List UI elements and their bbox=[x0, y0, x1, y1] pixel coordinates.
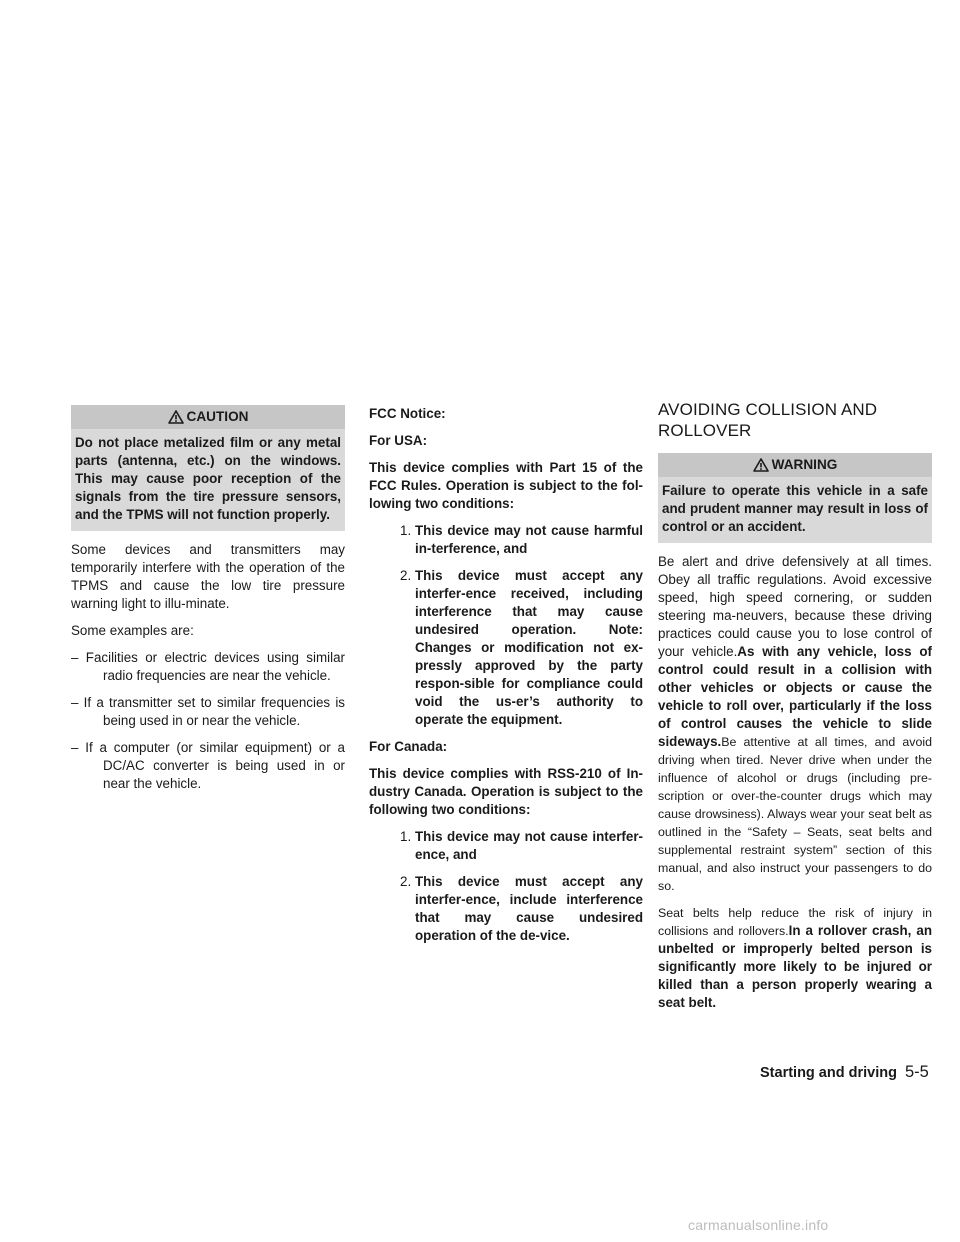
column-left bbox=[71, 405, 345, 802]
warning-triangle-icon bbox=[753, 458, 769, 472]
warning-triangle-icon bbox=[168, 410, 184, 424]
section-title: AVOIDING COLLISION AND ROLLOVER bbox=[658, 400, 878, 440]
usa-condition-1-text: This device may not cause harmful in-terference, and bbox=[415, 523, 643, 556]
caution-header bbox=[71, 405, 345, 429]
canada-condition-2 bbox=[400, 873, 643, 945]
seat-belt-paragraph bbox=[658, 904, 932, 1012]
loss-of-control-warning: As with any vehicle, loss of control could result in a collision with other vehicles or objects or cause the vehicle to roll over, particularly if the loss of control causes the vehicle to slide sideways. bbox=[658, 644, 932, 749]
usa-condition-1 bbox=[400, 522, 643, 558]
example-item-2: – If a transmitter set to similar frequencies is being used in or near the vehicle. bbox=[71, 695, 345, 728]
column-middle bbox=[369, 405, 643, 954]
usa-condition-2-number: 2. bbox=[400, 568, 412, 583]
warning-text: Failure to operate this vehicle in a safe and prudent manner may result in loss of control or an accident. bbox=[662, 483, 928, 534]
tpms-interference-paragraph: Some devices and transmitters may temporarily interfere with the operation of the TPMS and cause the low tire pressure warning light to illu-minate. bbox=[71, 542, 345, 611]
usa-condition-2-text: This device must accept any interfer-ence received, including interference that may cause undesired operation. Note: Changes or modification not ex-pressly approved by the party respon-sible for compliance could void the us-er’s authority to operate the equipment. bbox=[415, 568, 643, 727]
fcc-notice-heading: FCC Notice: bbox=[369, 406, 446, 421]
examples-intro: Some examples are: bbox=[71, 623, 194, 638]
canada-condition-2-number: 2. bbox=[400, 874, 412, 889]
caution-text: Do not place metalized film or any metal parts (antenna, etc.) on the windows. This may cause poor reception of the signals from the tire pressure sensors, and the TPMS will not function properly. bbox=[75, 435, 341, 522]
warning-heading: WARNING bbox=[771, 457, 838, 472]
usa-intro: This device complies with Part 15 of the FCC Rules. Operation is subject to the fol-lowing two conditions: bbox=[369, 460, 643, 511]
page-footer bbox=[760, 1063, 929, 1082]
attentive-driving-text: Be attentive at all times, and avoid driving when tired. Never drive when under the influence of alcohol or drugs (including pre-scription or over-the-counter drugs which may cause drowsiness). Always wear your seat belt as outlined in the “Safety – Seats, seat belts and supplemental restraint system” section of this manual, and also instruct your passengers to do so. bbox=[658, 735, 932, 893]
caution-box bbox=[71, 405, 345, 531]
canada-condition-1-number: 1. bbox=[400, 829, 412, 844]
watermark: carmanualsonline.info bbox=[688, 1217, 829, 1233]
canada-condition-1-text: This device may not cause interfer-ence, and bbox=[415, 829, 643, 862]
page-number: 5-5 bbox=[904, 1063, 929, 1081]
usa-heading: For USA: bbox=[369, 433, 428, 448]
defensive-driving-text: Be alert and drive defensively at all times. Obey all traffic regulations. Avoid excessive speed, high speed cornering, or sudden steering ma-neuvers, because these driving practices could cause you to lose control of your vehicle. bbox=[658, 554, 932, 659]
canada-condition-2-text: This device must accept any interfer-ence, include interference that may cause undesired operation of the de-vice. bbox=[415, 874, 643, 943]
section-label: Starting and driving bbox=[760, 1065, 897, 1081]
seat-belt-text: Seat belts help reduce the risk of injury in collisions and rollovers. bbox=[658, 906, 932, 938]
warning-header bbox=[658, 453, 932, 477]
canada-intro: This device complies with RSS-210 of In-dustry Canada. Operation is subject to the following two conditions: bbox=[369, 766, 643, 817]
caution-heading: CAUTION bbox=[186, 409, 249, 424]
usa-condition-1-number: 1. bbox=[400, 523, 412, 538]
column-right bbox=[658, 400, 932, 1021]
defensive-driving-paragraph bbox=[658, 553, 932, 895]
canada-condition-1 bbox=[400, 828, 643, 864]
usa-condition-2 bbox=[400, 567, 643, 729]
warning-box bbox=[658, 453, 932, 543]
canada-heading: For Canada: bbox=[369, 739, 448, 754]
example-item-3: – If a computer (or similar equipment) or a DC/AC converter is being used in or near the vehicle. bbox=[71, 740, 345, 791]
example-item-1: – Facilities or electric devices using similar radio frequencies are near the vehicle. bbox=[71, 650, 345, 683]
rollover-warning: In a rollover crash, an unbelted or improperly belted person is significantly more likely to be injured or killed than a person properly wearing a seat belt. bbox=[658, 923, 932, 1010]
